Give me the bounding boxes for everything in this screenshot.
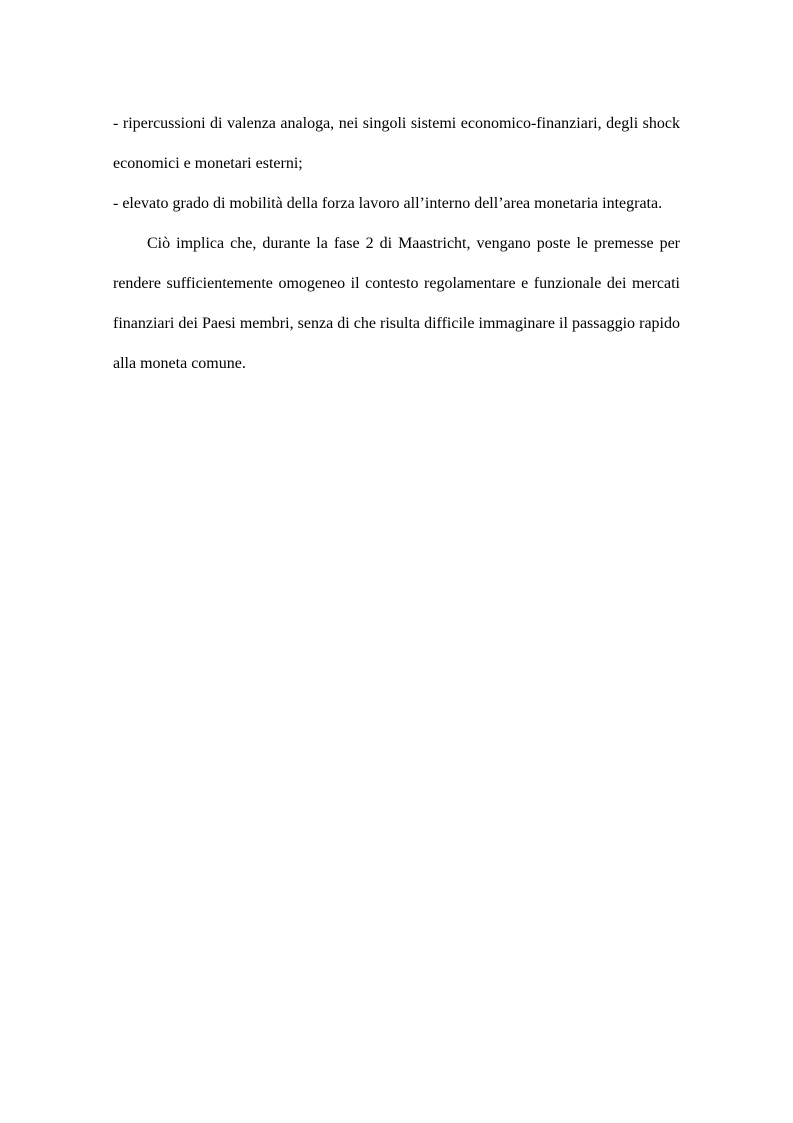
paragraph-maastricht: Ciò implica che, durante la fase 2 di Maastricht, vengano poste le premesse per rendere sufficientemente omogeneo il contesto regolamentare e funzionale dei mercati finanziari dei Paesi membri, senza di che risulta difficile immaginare il passaggio rapido alla moneta comune.: [113, 235, 680, 372]
body-text: [113, 104, 680, 384]
list-item-ripercussioni: - ripercussioni di valenza analoga, nei singoli sistemi economico-finanziari, degli shock economici e monetari esterni;: [113, 115, 680, 172]
list-item-mobilita: - elevato grado di mobilità della forza lavoro all’interno dell’area monetaria integrata.: [113, 195, 663, 212]
